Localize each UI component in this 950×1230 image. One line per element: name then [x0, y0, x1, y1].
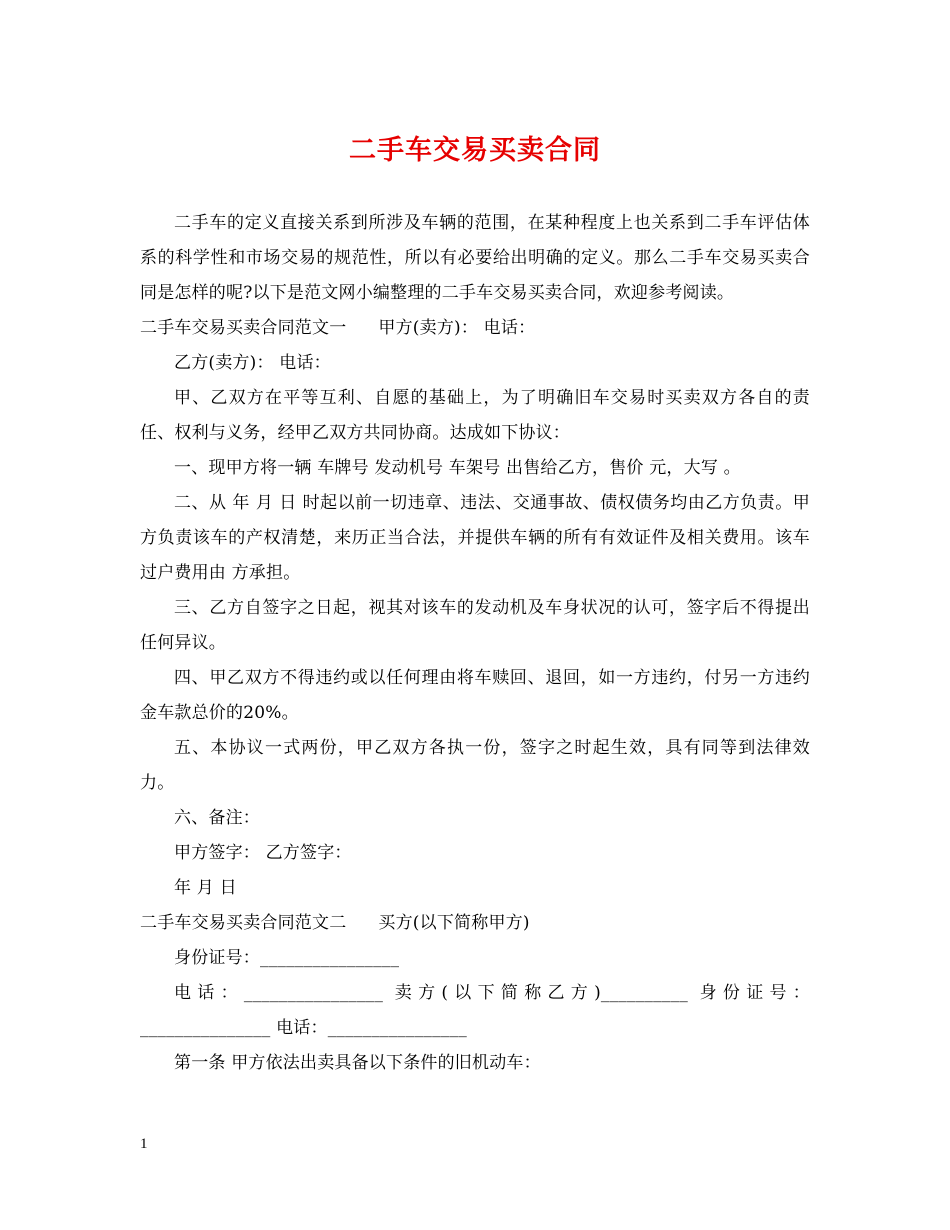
clause-2: 二、从 年 月 日 时起以前一切违章、违法、交通事故、债权债务均由乙方负责。甲方负责该车的产权清楚，来历正当合法，并提供车辆的所有有效证件及相关费用。该车过户费用由 方承担。	[140, 493, 810, 583]
party-b-line: 乙方(卖方)： 电话：	[174, 353, 331, 373]
page-number: 1	[140, 1136, 148, 1152]
sample1-heading-line	[140, 311, 810, 346]
sample2-heading-line	[140, 906, 810, 941]
document-body	[140, 206, 810, 1081]
id-number-line: 身份证号：________________	[174, 948, 400, 968]
party-a-line: 甲方(卖方)： 电话：	[378, 318, 536, 338]
intro-paragraph: 二手车的定义直接关系到所涉及车辆的范围，在某种程度上也关系到二手车评估体系的科学性和市场交易的规范性，所以有必要给出明确的定义。那么二手车交易买卖合同是怎样的呢?以下是范文网小编整理的二手车交易买卖合同，欢迎参考阅读。	[140, 213, 810, 303]
clause-4: 四、甲乙双方不得违约或以任何理由将车赎回、退回，如一方违约，付另一方违约金车款总价的20%。	[140, 668, 810, 723]
document-title: 二手车交易买卖合同	[349, 135, 601, 166]
sample1-heading: 二手车交易买卖合同范文一	[140, 318, 347, 338]
clause-1: 一、现甲方将一辆 车牌号 发动机号 车架号 出售给乙方，售价 元，大写 。	[174, 458, 741, 478]
date-line: 年 月 日	[174, 878, 237, 898]
buyer-line: 买方(以下简称甲方)	[378, 913, 530, 933]
clause-6-remarks: 六、备注：	[174, 808, 260, 828]
sample2-heading: 二手车交易买卖合同范文二	[140, 913, 347, 933]
preamble-paragraph: 甲、乙双方在平等互利、自愿的基础上，为了明确旧车交易时买卖双方各自的责任、权利与义务，经甲乙双方共同协商。达成如下协议：	[140, 388, 810, 443]
signature-line: 甲方签字： 乙方签字：	[174, 843, 352, 863]
clause-3: 三、乙方自签字之日起，视其对该车的发动机及车身状况的认可，签字后不得提出任何异议。	[140, 598, 810, 653]
contact-line: 电话：________________ 卖方(以下简称乙方)__________ 身份证号：_______________ 电话：________________	[140, 983, 810, 1038]
article-1: 第一条 甲方依法出卖具备以下条件的旧机动车：	[174, 1053, 541, 1073]
clause-5: 五、本协议一式两份，甲乙双方各执一份，签字之时起生效，具有同等到法律效力。	[140, 738, 810, 793]
